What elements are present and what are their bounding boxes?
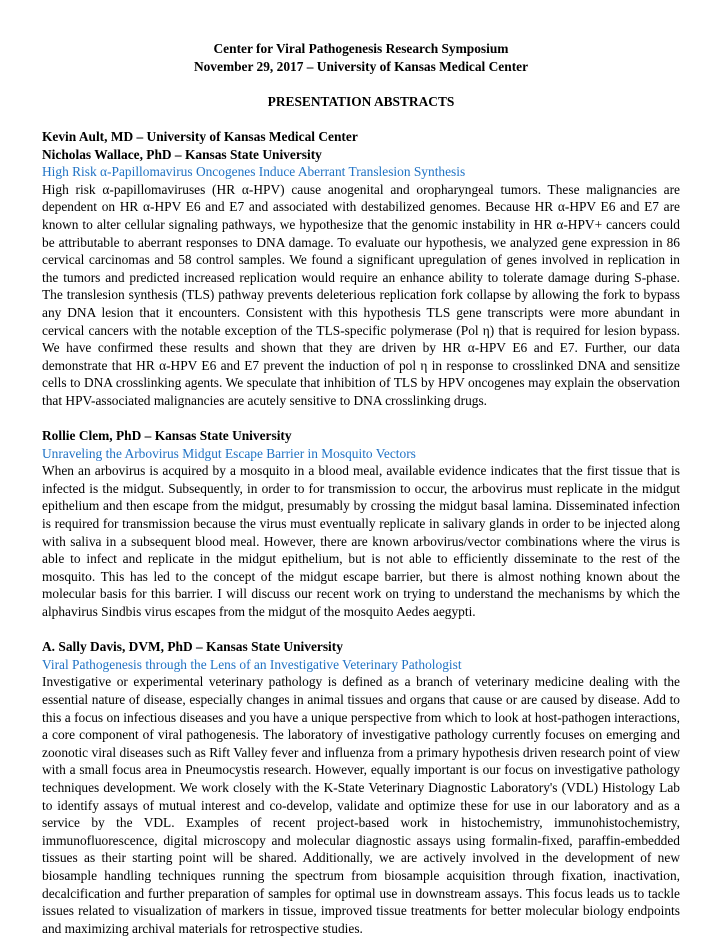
abstract-body: High risk α-papillomaviruses (HR α-HPV) cause anogenital and oropharyngeal tumors. These malignancies are dependent on HR α-HPV E6 and E7 and associated with destabilized genomes. Because HR α-HPV E6 and E7 are known to alter cellular signaling pathways, we hypothesize that the genomic instability in HR α-HPV+ cancers could be attributable to aberrant responses to DNA damage. To evaluate our hypothesis, we analyzed gene expression in 86 cervical carcinomas and 58 control samples. We found a significant upregulation of genes involved in replication in the tumors and predicted increased replication would require an enhance ability to tolerate damage during S-phase. The translesion synthesis (TLS) pathway prevents deleterious replication fork collapse by allowing the fork to bypass any DNA lesion that it encounters. Consistent with this hypothesis TLS gene transcripts were more abundant in cervical cancers with the notable exception of the TLS-specific polymerase (Pol η) that is required for lesion bypass. We have confirmed these results and shown that they are driven by HR α-HPV E6 and E7. Further, our data demonstrate that HR α-HPV E6 and E7 prevent the induction of pol η in response to crosslinked DNA and sensitize cells to DNA crosslinking agents. We speculate that inhibition of TLS by HPV oncogenes may explain the observation that HPV-associated malignancies are acutely sensitive to DNA crosslinking drugs. [42,181,680,408]
abstract-author: A. Sally Davis, DVM, PhD – Kansas State University [42,639,343,655]
abstract-title: Viral Pathogenesis through the Lens of an Investigative Veterinary Pathologist [42,656,462,672]
abstract-body: When an arbovirus is acquired by a mosquito in a blood meal, available evidence indicates that the first tissue that is infected is the midgut. Subsequently, in order to for transmission to occur, the arbovirus must replicate in the midgut epithelium and then escape from the midgut, presumably by crossing the midgut basal lamina. Disseminated infection is required for transmission because the virus must eventually replicate in salivary glands in order to be injected along with saliva in a subsequent blood meal. However, there are known arbovirus/vector combinations where the virus is able to infect and replicate in the midgut epithelium, but is not able to efficiently disseminate to the rest of the mosquito. This has led to the concept of the midgut escape barrier, but there is almost nothing known about the molecular basis for this barrier. I will discuss our recent work on trying to understand the mechanisms by which the alphavirus Sindbis virus escapes from the midgut of the mosquito Aedes aegypti. [42,463,680,619]
symposium-header [42,40,680,75]
symposium-date-location: November 29, 2017 – University of Kansas Medical Center [193,58,529,74]
abstract-body: Investigative or experimental veterinary pathology is defined as a branch of veterinary medicine dealing with the essential nature of disease, especially changes in animal tissues and organs that cause or are caused by disease. Add to this a focus on infectious diseases and you have a unique perspective from which to look at host-pathogen interactions, a core component of viral pathogenesis. The laboratory of investigative pathology currently focuses on emerging and zoonotic viral diseases such as Rift Valley fever and influenza from a primary hypothesis driven research point of view with a small focus area in Pneumocystis research. However, equally important is our focus on investigative pathology techniques development. We work closely with the K-State Veterinary Diagnostic Laboratory's (VDL) Histology Lab to identify assays of mutual interest and co-develop, validate and optimize these for use in our laboratory and as a service by the VDL. Examples of recent project-based work in histochemistry, immunohistochemistry, immunofluorescence, digital microscopy and molecular diagnostic assays using formalin-fixed, paraffin-embedded tissues as their starting point will be shared. Additionally, we are actively involved in the development of new biosample handling techniques running the spectrum from biosample acquisition through fixation, inactivation, decalcification and further preparation of samples for optimal use in downstream assays. This focus leads us to tackle issues related to visualization of markers in tissue, improved tissue treatments for better molecular biology endpoints and maximizing archival materials for retrospective studies. [42,674,680,936]
abstract-1 [42,128,680,410]
abstract-author: Rollie Clem, PhD – Kansas State University [42,428,292,444]
abstract-3 [42,638,680,937]
abstract-title: High Risk α-Papillomavirus Oncogenes Induce Aberrant Translesion Synthesis [42,164,466,180]
abstract-author: Nicholas Wallace, PhD – Kansas State University [42,146,322,162]
abstract-author: Kevin Ault, MD – University of Kansas Medical Center [42,128,358,144]
symposium-title: Center for Viral Pathogenesis Research Symposium [213,41,509,56]
abstract-title: Unraveling the Arbovirus Midgut Escape Barrier in Mosquito Vectors [42,445,416,461]
section-title: PRESENTATION ABSTRACTS [267,93,455,109]
abstract-2 [42,427,680,621]
